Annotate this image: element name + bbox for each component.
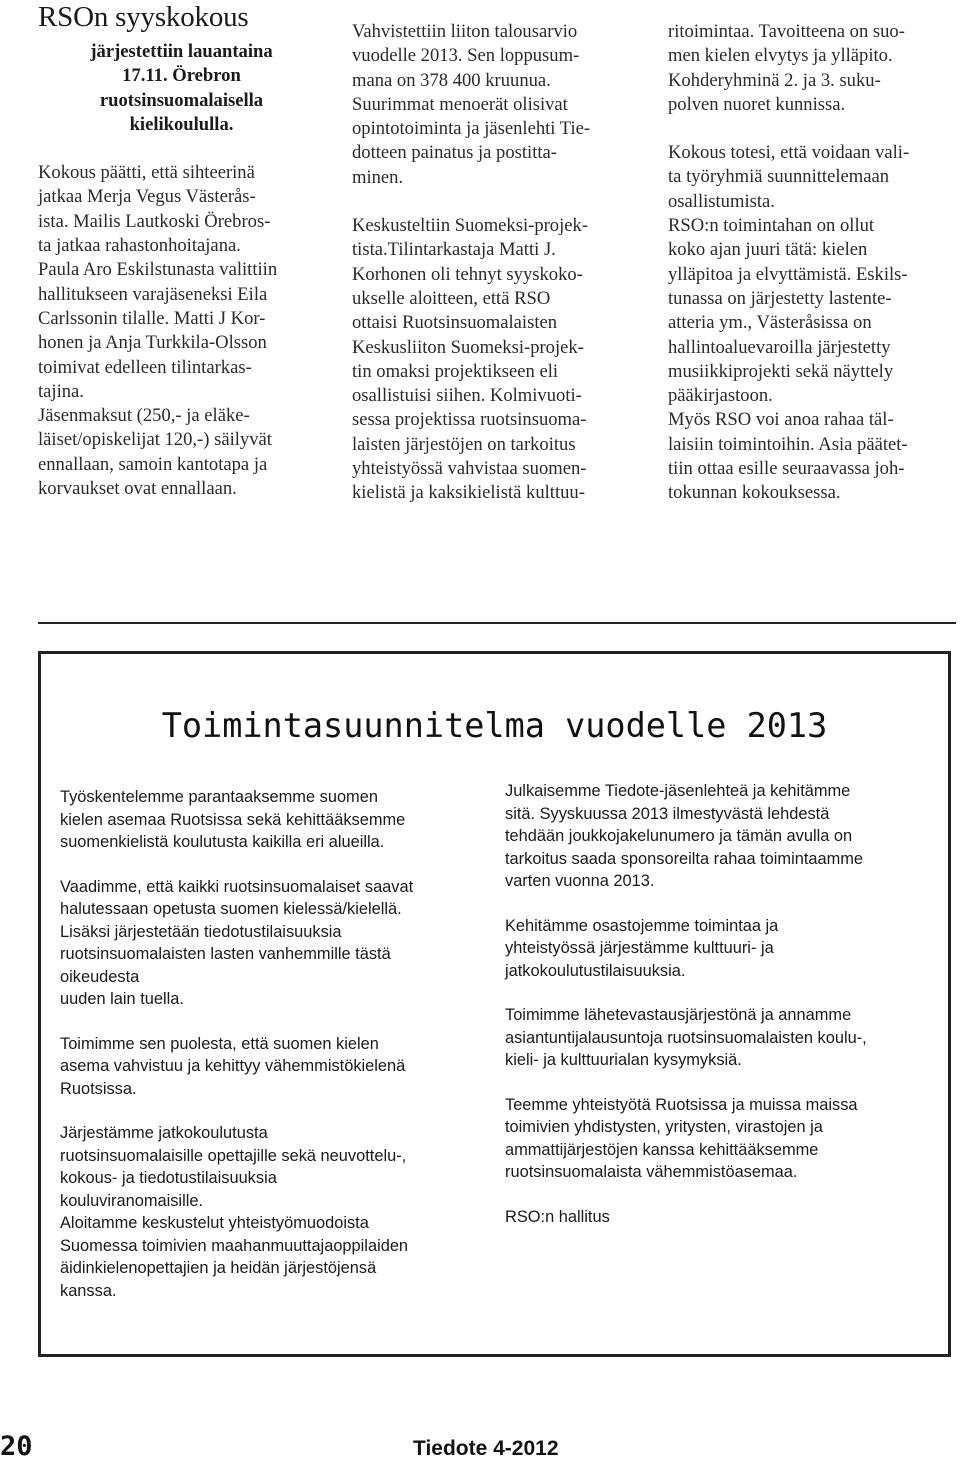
article-subhead: järjestettiin lauantaina 17.11. Örebron ruotsinsuomalaisella kielikoululla. xyxy=(90,41,273,135)
page-footer xyxy=(0,1400,960,1470)
article xyxy=(0,0,960,600)
paragraph: Vahvistettiin liiton talousarvio vuodelle 2013. Sen loppusum- mana on 378 400 kruunua. Suurimmat menoerät olisivat opintotoiminta ja jäsenlehti Tie- dotteen painatus ja postitta- minen. xyxy=(352,21,591,188)
paragraph: Työskentelemme parantaaksemme suomen kielen asemaa Ruotsissa sekä kehittääksemme suomenkielistä koulutusta kaikilla eri alueilla. xyxy=(60,788,406,851)
paragraph: Julkaisemme Tiedote-jäsenlehteä ja kehitämme sitä. Syyskuussa 2013 ilmestyvästä lehdestä tehdään joukkojakelunumero ja tämän avulla on tarkoitus saada sponsoreilta rahaa toimintaamme varten vuonna 2013. xyxy=(505,782,864,890)
paragraph: RSO:n toimintahan on ollut koko ajan juuri tätä: kielen ylläpitoa ja elvyttämistä. Eskils- tunassa on järjestetty lastente- atteria ym., Västeråsissa on hallintoaluevaroilla järjestetty musiikkiprojekti sekä näyttely pääkirjastoon. xyxy=(668,215,908,407)
paragraph: Järjestämme jatkokoulutusta ruotsinsuomalaisille opettajille sekä neuvottelu-, kokous- ja tiedotustilaisuuksia kouluviranomaisille. Aloitamme keskustelut yhteistyömuodoista Suomessa toimivien maahanmuuttajaoppilaiden äidinkielenopettajien ja heidän järjestöjensä kanssa. xyxy=(60,1124,409,1300)
paragraph: ritoimintaa. Tavoitteena on suo- men kielen elvytys ja ylläpito. Kohderyhminä 2. ja 3. suku- polven nuoret kunnissa. xyxy=(668,21,905,115)
article-headline: RSOn syyskokous xyxy=(38,1,249,33)
article-column-2 xyxy=(352,20,642,506)
paragraph: Kokous totesi, että voidaan vali- ta työryhmiä suunnittelemaan osallistumista. xyxy=(668,142,910,212)
signature: RSO:n hallitus xyxy=(505,1207,610,1226)
paragraph: Toimimme lähetevastausjärjestönä ja annamme asiantuntijalausuntoja ruotsinsuomalaisten koulu-, kieli- ja kulttuurialan kysymyksiä. xyxy=(505,1006,867,1069)
paragraph: Keskusteltiin Suomeksi-projek- tista.Tilintarkastaja Matti J. Korhonen oli tehnyt syyskoko- ukselle aloitteen, että RSO ottaisi Ruotsinsuomalaisten Keskusliiton Suomeksi-projek- tin omaksi projektikseen eli osallistuisi siihen. Kolmivuoti- sessa projektissa ruotsinsuoma- laisten järjestöjen on tarkoitus yhteistyössä vahvistaa suomen- kielistä ja kaksikielistä kulttuu- xyxy=(352,215,589,504)
action-plan-right-column xyxy=(505,780,925,1228)
paragraph: Toimimme sen puolesta, että suomen kielen asema vahvistuu ja kehittyy vähemmistökielenä Ruotsissa. xyxy=(60,1034,406,1098)
paragraph: Myös RSO voi anoa rahaa täl- laisiin toimintoihin. Asia päätet- tiin ottaa esille seuraavassa joh- tokunnan kokouksessa. xyxy=(668,409,908,504)
article-column-1 xyxy=(38,0,325,501)
section-divider xyxy=(38,622,956,624)
paragraph: Kehitämme osastojemme toimintaa ja yhteistyössä järjestämme kulttuuri- ja jatkokoulutustilaisuuksia. xyxy=(505,916,779,980)
paragraph: Kokous päätti, että sihteerinä jatkaa Merja Vegus Västerås- ista. Mailis Lautkoski Örebros- ta jatkaa rahastonhoitajana. Paula Aro Eskilstunasta valittiin hallitukseen varajäseneksi Eila Carlssonin tilalle. Matti J Kor- honen ja Anja Turkkila-Olsson toimivat edelleen tilintarkas- tajina. xyxy=(38,162,278,402)
action-plan-left-column xyxy=(60,786,480,1302)
page-number: 20 xyxy=(0,1431,33,1462)
paragraph: Teemme yhteistyötä Ruotsissa ja muissa maissa toimivien yhdistysten, yritysten, virastojen ja ammattijärjestöjen kanssa kehittääksemme ruotsinsuomalaista vähemmistöasemaa. xyxy=(505,1095,858,1181)
paragraph: Vaadimme, että kaikki ruotsinsuomalaiset saavat halutessaan opetusta suomen kielessä/kielellä. Lisäksi järjestetään tiedotustilaisuuksia ruotsinsuomalaisten lasten vanhemmille tästä oikeudesta uuden lain tuella. xyxy=(60,877,414,1008)
action-plan-title: Toimintasuunnitelma vuodelle 2013 xyxy=(161,706,828,745)
article-column-3 xyxy=(668,20,957,506)
action-plan-box xyxy=(38,651,951,1357)
paragraph: Jäsenmaksut (250,- ja eläke- läiset/opiskelijat 120,-) säilyvät ennallaan, samoin kantotapa ja korvaukset ovat ennallaan. xyxy=(38,405,272,500)
issue-label: Tiedote 4-2012 xyxy=(413,1437,559,1460)
